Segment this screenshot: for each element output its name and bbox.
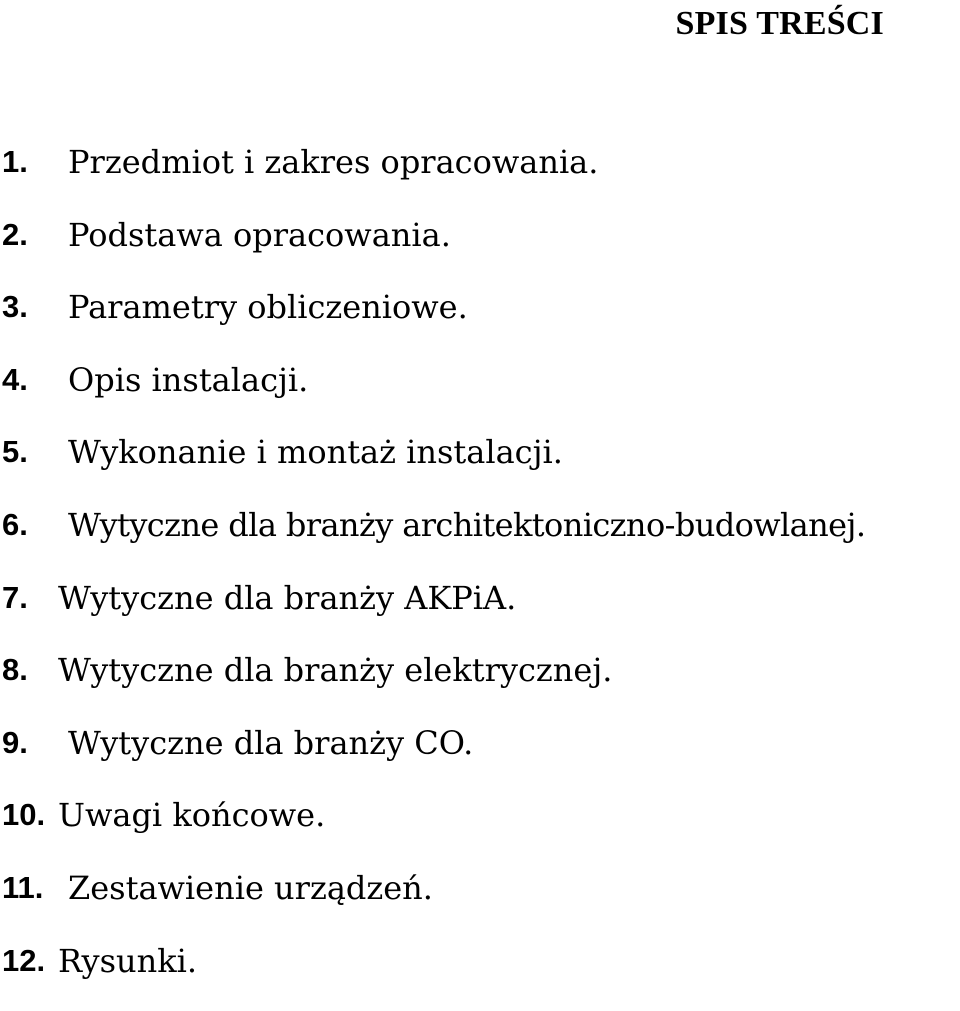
toc-item	[0, 939, 960, 1011]
toc-item	[0, 721, 960, 794]
toc-item-number: 9.	[2, 724, 28, 760]
toc-item	[0, 576, 960, 649]
toc-item-number: 6.	[2, 506, 28, 542]
toc-item-number: 10.	[2, 797, 46, 833]
toc-item-number: 2.	[2, 216, 28, 252]
toc-item	[0, 866, 960, 939]
toc-item-number: 1.	[2, 144, 28, 179]
toc-item	[0, 285, 960, 358]
toc-item-title: Wytyczne dla branży elektrycznej.	[58, 651, 613, 690]
toc-item-title: Podstawa opracowania.	[68, 215, 451, 254]
toc-item	[0, 358, 960, 431]
toc-item-number: 12.	[2, 942, 46, 978]
toc-item	[0, 140, 960, 213]
toc-item-title: Rysunki.	[58, 941, 198, 980]
table-of-contents	[0, 140, 960, 1011]
toc-item-title: Wykonanie i montaż instalacji.	[68, 433, 563, 472]
toc-item-number: 3.	[2, 289, 28, 325]
toc-item-title: Przedmiot i zakres opracowania.	[68, 143, 599, 181]
toc-item	[0, 648, 960, 721]
toc-item-title: Wytyczne dla branży CO.	[68, 723, 474, 762]
toc-item-number: 5.	[2, 434, 28, 470]
toc-item-title: Opis instalacji.	[68, 360, 309, 399]
toc-item-title: Zestawienie urządzeń.	[68, 868, 433, 907]
toc-item	[0, 793, 960, 866]
toc-item-number: 4.	[2, 361, 28, 397]
toc-item	[0, 503, 960, 576]
toc-item-number: 7.	[2, 579, 28, 615]
toc-item-title: Wytyczne dla branży AKPiA.	[58, 578, 517, 617]
toc-item-number: 11.	[2, 869, 44, 905]
toc-item-number: 8.	[2, 652, 28, 688]
toc-item	[0, 430, 960, 503]
toc-item	[0, 213, 960, 286]
toc-item-title: Wytyczne dla branży architektoniczno-budowlanej.	[68, 505, 866, 544]
toc-item-title: Parametry obliczeniowe.	[68, 288, 468, 327]
page-title: SPIS TREŚCI	[675, 5, 884, 42]
toc-item-title: Uwagi końcowe.	[58, 796, 326, 835]
